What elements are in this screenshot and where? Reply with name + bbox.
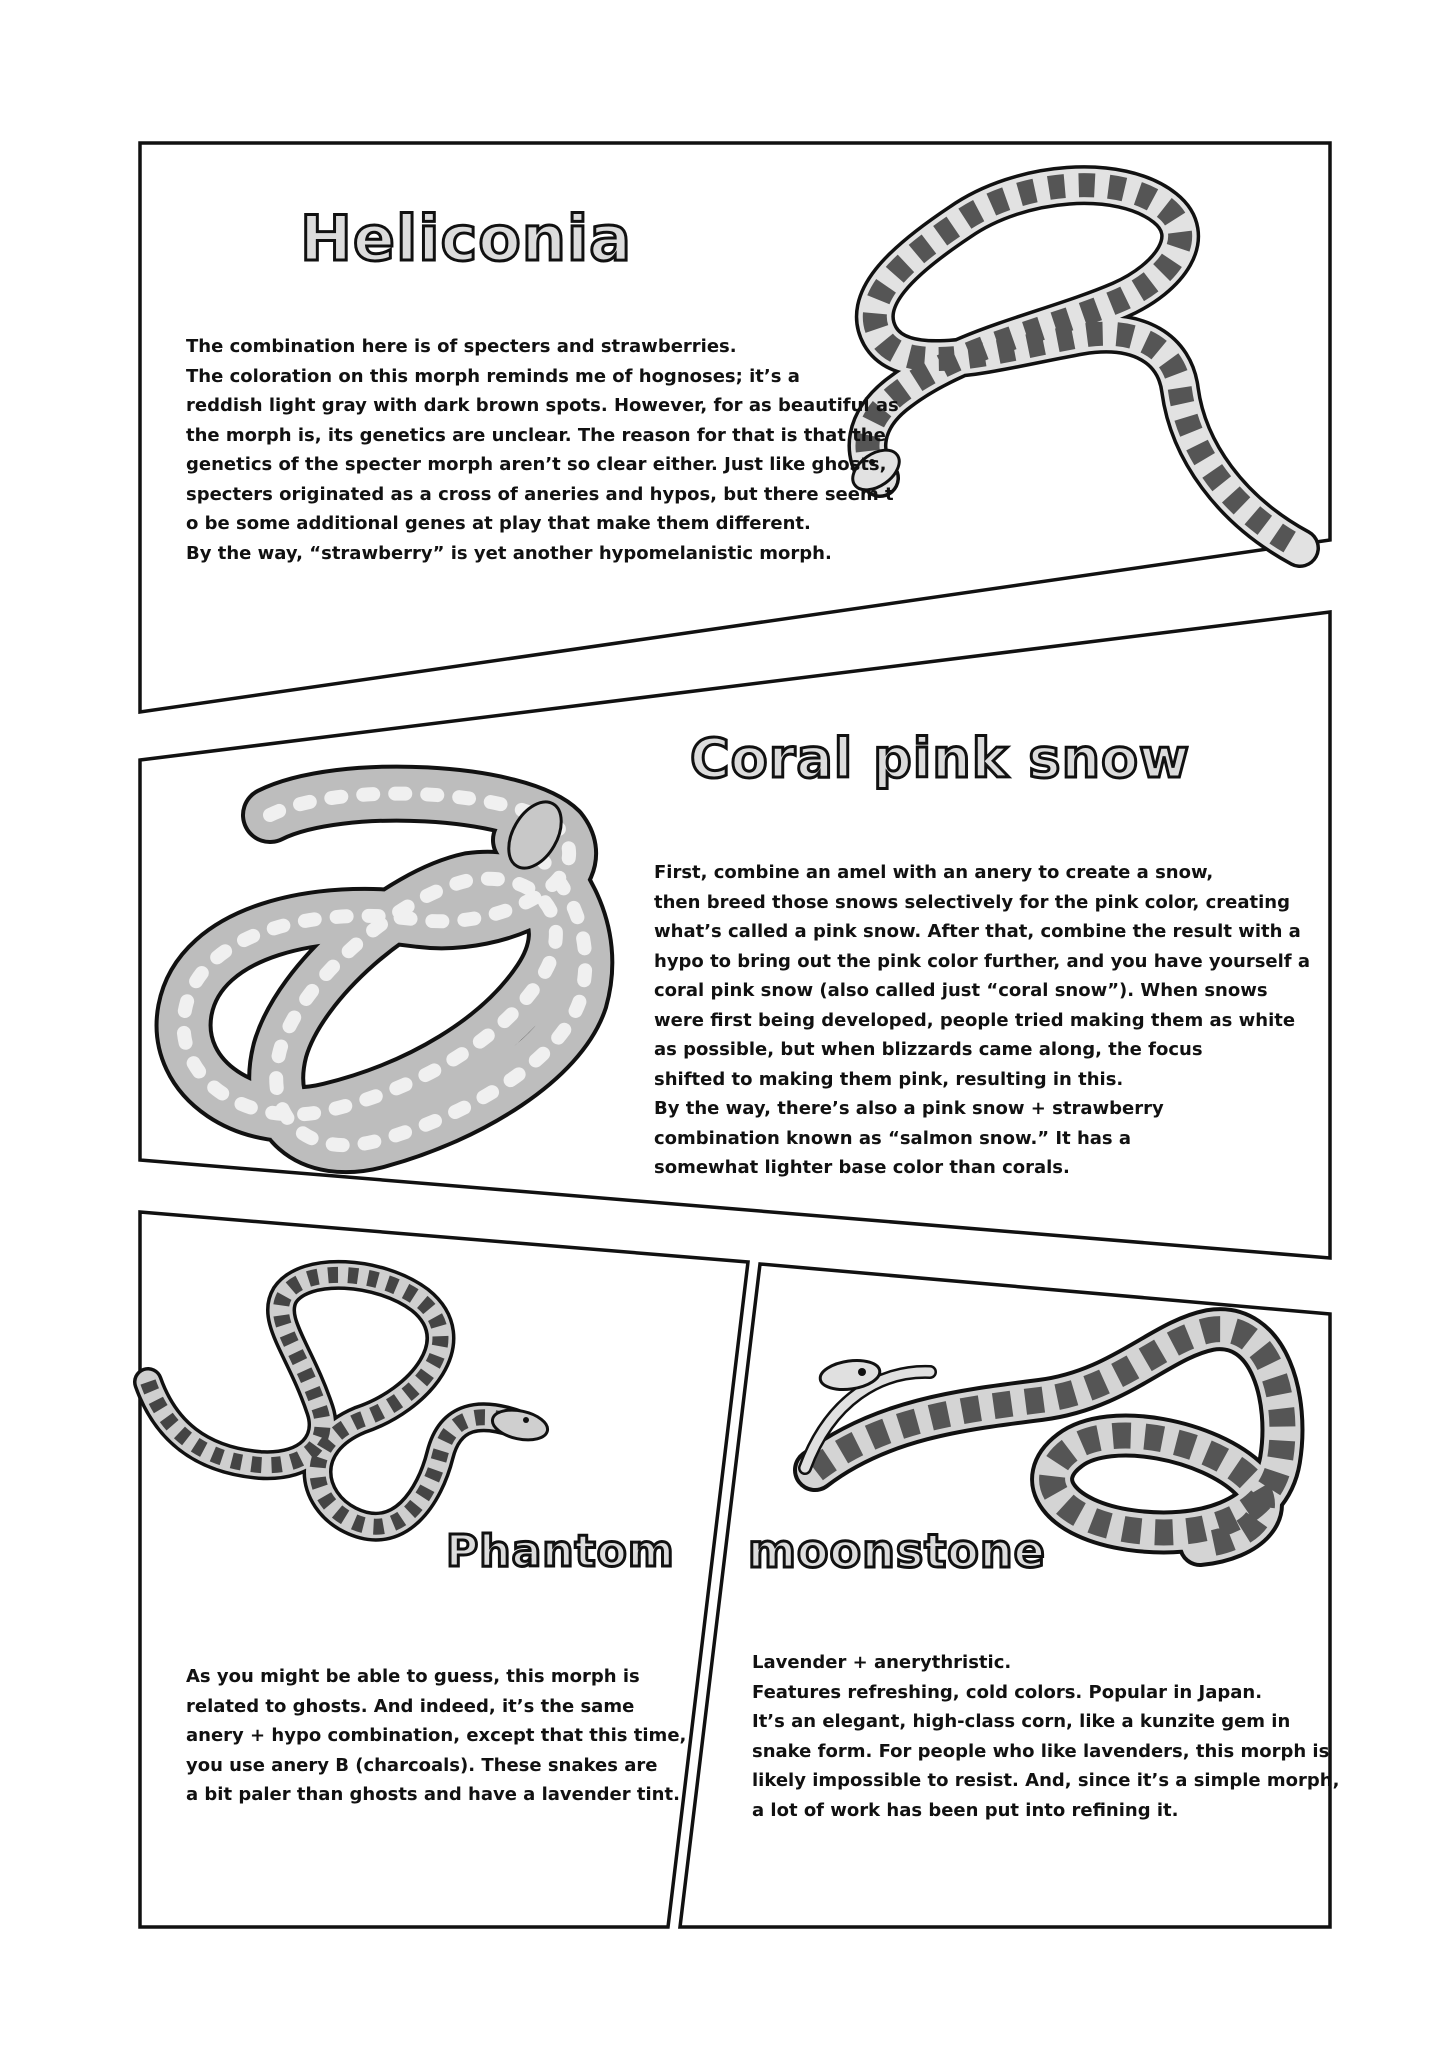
panel-title-moonstone: moonstone [748, 1524, 1046, 1578]
text-line: By the way, there’s also a pink snow + strawberry [654, 1098, 1164, 1119]
text-line: The combination here is of specters and strawberries. [186, 336, 737, 357]
text-line: a lot of work has been put into refining it. [752, 1799, 1179, 1821]
text-line: o be some additional genes at play that make them different. [186, 513, 811, 534]
text-line: By the way, “strawberry” is yet another hypomelanistic morph. [186, 542, 832, 564]
text-line: Lavender + anerythristic. [752, 1652, 1012, 1673]
text-line: you use anery B (charcoals). These snakes are [186, 1754, 658, 1776]
text-line: related to ghosts. And indeed, it’s the same [186, 1695, 635, 1717]
text-line: hypo to bring out the pink color further, and you have yourself a [654, 950, 1311, 972]
text-line: As you might be able to guess, this morph is [186, 1666, 640, 1687]
panel-text-moonstone [752, 1648, 1339, 1825]
text-line: were first being developed, people tried making them as white [654, 1009, 1296, 1031]
text-line: combination known as “salmon snow.” It has a [654, 1127, 1132, 1149]
panel-title-heliconia: Heliconia [300, 202, 633, 275]
text-line: Features refreshing, cold colors. Popular in Japan. [752, 1681, 1263, 1703]
text-line: coral pink snow (also called just “coral snow”). When snows [654, 980, 1268, 1001]
text-line: then breed those snows selectively for the pink color, creating [654, 891, 1290, 913]
text-line: shifted to making them pink, resulting in this. [654, 1068, 1124, 1090]
text-line: genetics of the specter morph aren’t so clear either. Just like ghosts, [186, 454, 887, 475]
text-line: likely impossible to resist. And, since it’s a simple morph, [752, 1770, 1340, 1791]
text-line: specters originated as a cross of aneries and hypos, but there seem t [186, 483, 894, 505]
text-line: as possible, but when blizzards came along, the focus [654, 1039, 1203, 1060]
text-line: a bit paler than ghosts and have a lavender tint. [186, 1784, 680, 1805]
text-line: what’s called a pink snow. After that, combine the result with a [654, 921, 1301, 942]
text-line: the morph is, its genetics are unclear. The reason for that is that the [186, 424, 886, 446]
text-line: somewhat lighter base color than corals. [654, 1157, 1070, 1178]
text-line: First, combine an amel with an anery to create a snow, [654, 862, 1214, 883]
panel-title-phantom: Phantom [446, 1526, 675, 1577]
text-line: snake form. For people who like lavenders, this morph is [752, 1740, 1330, 1762]
snake-icon [805, 1329, 1282, 1545]
text-line: reddish light gray with dark brown spots. However, for as beautiful as [186, 395, 899, 416]
text-line: It’s an elegant, high-class corn, like a kunzite gem in [752, 1711, 1291, 1732]
panel-title-coral-pink-snow: Coral pink snow [690, 727, 1190, 790]
text-line: The coloration on this morph reminds me of hognoses; it’s a [186, 365, 800, 387]
text-line: anery + hypo combination, except that this time, [186, 1725, 687, 1746]
